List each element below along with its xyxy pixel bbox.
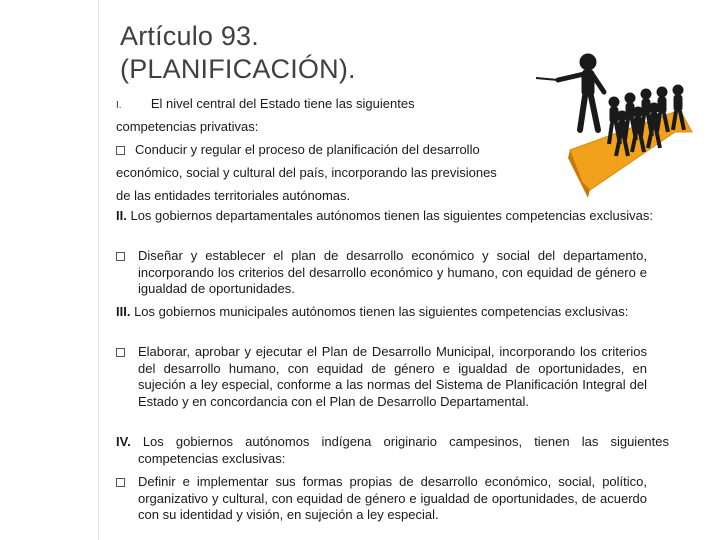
title-line-2: (PLANIFICACIÓN).: [120, 54, 356, 84]
section-1-bullet-line-b: económico, social y cultural del país, incorporando las previsiones: [116, 165, 497, 180]
section-1-intro-line-b: competencias privativas:: [116, 119, 259, 134]
section-1-intro: [116, 95, 415, 114]
section-1-bullet-line-a: Conducir y regular el proceso de planificación del desarrollo: [135, 142, 480, 157]
square-bullet-icon: [116, 252, 125, 261]
section-2-number: II.: [116, 208, 127, 223]
section-1-number: I.: [116, 100, 122, 111]
square-bullet-icon: [116, 146, 125, 155]
section-2-bullet: [116, 248, 647, 298]
section-2-intro-text: Los gobiernos departamentales autónomos tienen las siguientes competencias exclusivas:: [130, 208, 653, 223]
square-bullet-icon: [116, 348, 125, 357]
section-4-number: IV.: [116, 434, 131, 449]
square-bullet-icon: [116, 478, 125, 487]
section-1-bullet: [116, 141, 480, 158]
section-4-bullet: [116, 474, 647, 524]
section-4-intro: [116, 434, 669, 467]
section-4-intro-text: Los gobiernos autónomos indígena originario campesinos, tienen las siguientes competencias exclusivas:: [138, 434, 669, 466]
section-2-bullet-text: Diseñar y establecer el plan de desarrollo económico y social del departamento, incorporando los criterios del desarrollo económico y humano, con equidad de género e igualdad de oportunidades.: [138, 248, 647, 297]
section-4-bullet-text: Definir e implementar sus formas propias de desarrollo económico, social, político, organizativo y cultural, con equidad de género e igualdad de oportunidades, de acuerdo con su identidad y visión, en sujeción a ley especial.: [138, 474, 647, 523]
section-3-bullet: [116, 344, 647, 411]
section-2-intro: [116, 208, 669, 225]
section-3-intro: [116, 304, 669, 321]
section-3-intro-text: Los gobiernos municipales autónomos tienen las siguientes competencias exclusivas:: [134, 304, 629, 319]
section-3-bullet-text: Elaborar, aprobar y ejecutar el Plan de Desarrollo Municipal, incorporando los criterios del desarrollo humano, con equidad de género e igualdad de oportunidades, en sujeción a ley especial, conforme a las normas del Sistema de Planificación Integral del Estado y en concordancia con el Plan de Desarrollo Departamental.: [138, 344, 647, 410]
leader-figures-arrow-icon: [530, 40, 700, 220]
title-line-1: Artículo 93.: [120, 21, 259, 51]
section-1-intro-line-a: El nivel central del Estado tiene las siguientes: [150, 96, 415, 111]
slide-left-border: [98, 0, 99, 540]
section-3-number: III.: [116, 304, 131, 319]
page-title: [120, 20, 356, 86]
section-1-bullet-line-c: de las entidades territoriales autónomas.: [116, 188, 351, 203]
